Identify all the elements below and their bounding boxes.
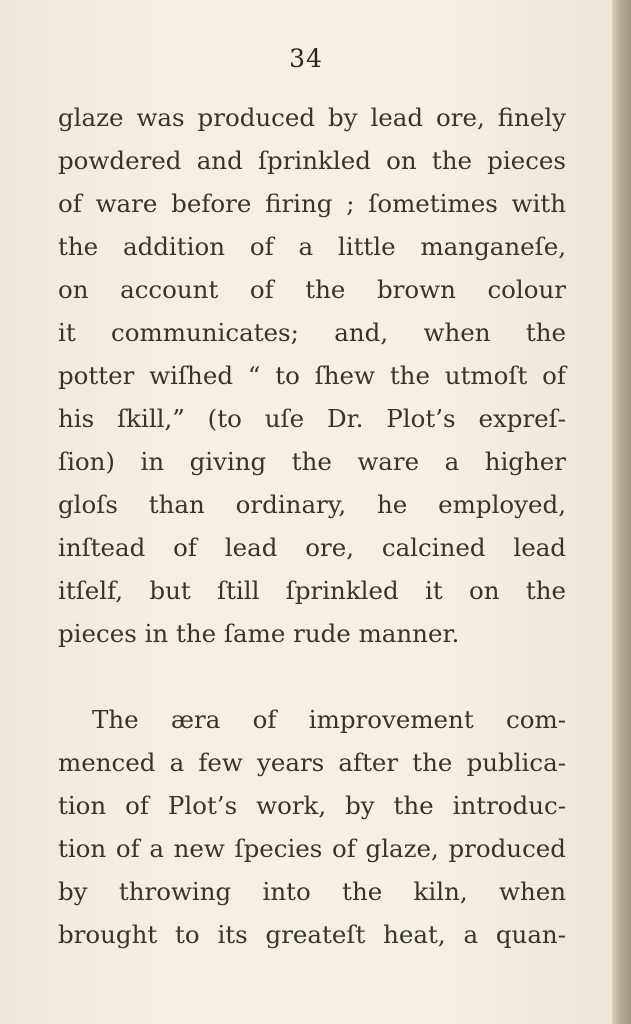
- paragraph-1: [58, 96, 566, 655]
- text-line: pieces in the ſame rude manner.: [58, 619, 460, 648]
- text-line: glaze was produced by lead ore, finely: [58, 103, 566, 132]
- text-line: powdered and ſprinkled on the pieces: [58, 146, 566, 175]
- text-line: inſtead of lead ore, calcined lead: [58, 533, 566, 562]
- page-number: 34: [289, 44, 323, 73]
- text-line: itſelf, but ſtill ſprinkled it on the: [58, 576, 566, 605]
- text-line: tion of a new ſpecies of glaze, produced: [58, 834, 566, 863]
- text-line: on account of the brown colour: [58, 275, 566, 304]
- paragraph-2: [58, 698, 566, 956]
- text-line: menced a few years after the publica-: [58, 748, 566, 777]
- page-edge: [612, 0, 631, 1024]
- text-line: of ware before firing ; ſometimes with: [58, 189, 566, 218]
- text-line: tion of Plot’s work, by the introduc-: [58, 791, 566, 820]
- text-line: brought to its greateſt heat, a quan-: [58, 920, 566, 949]
- text-line: ſion) in giving the ware a higher: [58, 447, 566, 476]
- text-line: The æra of improvement com-: [92, 705, 566, 734]
- text-line: the addition of a little manganeſe,: [58, 232, 566, 261]
- text-line: it communicates; and, when the: [58, 318, 566, 347]
- text-line: gloſs than ordinary, he employed,: [58, 490, 566, 519]
- text-line: by throwing into the kiln, when: [58, 877, 566, 906]
- text-line: his ſkill,” (to uſe Dr. Plot’s expreſ-: [58, 404, 566, 433]
- text-line: potter wiſhed “ to ſhew the utmoſt of: [58, 361, 566, 390]
